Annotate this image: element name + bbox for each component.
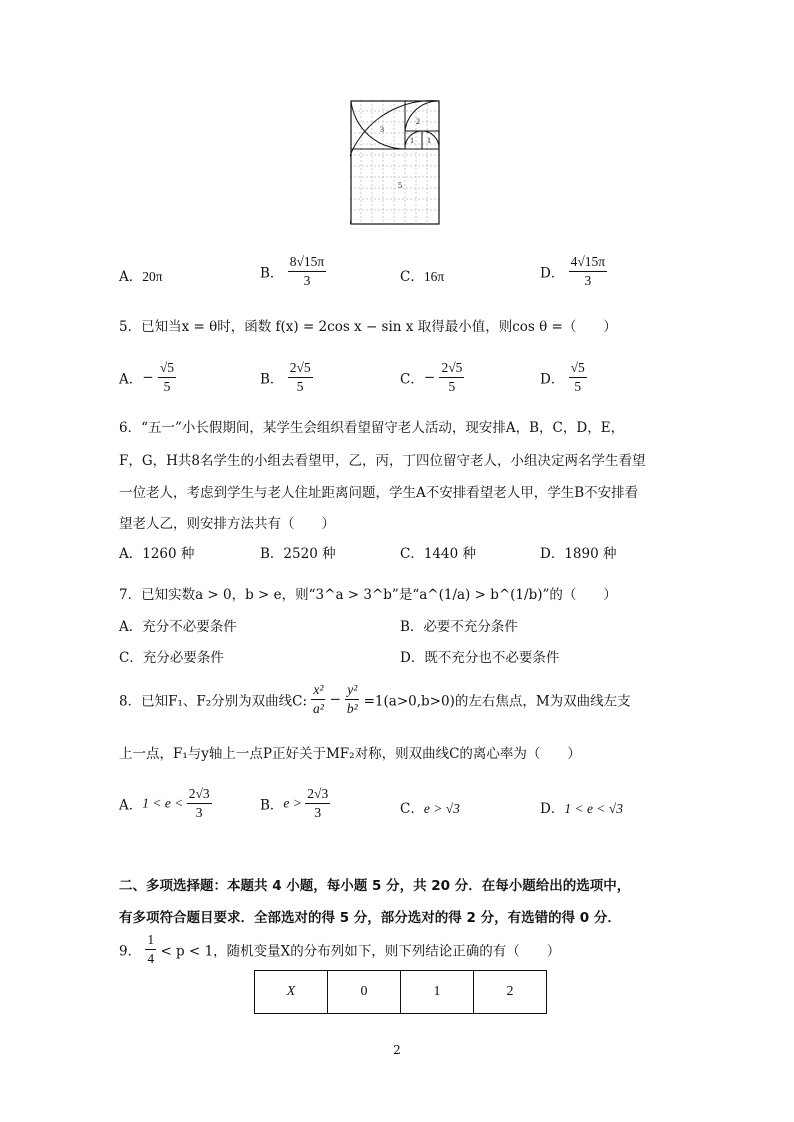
q8-option-b: B．e > $\frac{2√3}{3}$	[260, 786, 329, 820]
q5-stem: 5．已知当x = θ时，函数 f(x) = 2cos x − sin x 取得最小值，则cos θ =（ ）	[119, 319, 617, 335]
square-label-3: 3	[380, 125, 384, 134]
q4-option-a: A．20π	[119, 269, 163, 285]
square-label-5: 5	[398, 181, 402, 190]
q4-option-d: D． $\frac{4√15\pi}{3}$	[540, 254, 606, 288]
table-cell: 2	[474, 971, 547, 1014]
q4-option-b: B． $\frac{8√15\pi}{3}$	[260, 254, 325, 288]
q6-line-2: F，G，H共8名学生的小组去看望甲，乙，丙，丁四位留守老人，小组决定两名学生看望	[119, 453, 646, 469]
q5-option-b: B． $\frac{2√5}{5}$	[260, 360, 311, 394]
q7-option-b: B．必要不充分条件	[400, 619, 518, 635]
q6-option-d: D．1890 种	[540, 546, 617, 562]
q6-option-c: C．1440 种	[400, 546, 476, 562]
square-label-1a: 1	[410, 136, 414, 145]
table-cell: 1	[401, 971, 474, 1014]
q9-stem: 9． $\frac{1}{4}$ < p < 1，随机变量X的分布列如下，则下列结论正确的有（ ）	[119, 932, 561, 966]
page-number: 2	[393, 1043, 401, 1057]
q8-option-c: C．e > √3	[400, 801, 460, 817]
q8-option-a: A．1 < e < $\frac{2√3}{3}$	[119, 786, 210, 820]
q8-line-2: 上一点，F₁与y轴上一点P正好关于MF₂对称，则双曲线C的离心率为（ ）	[119, 746, 581, 762]
q7-option-c: C．充分必要条件	[119, 650, 224, 666]
q5-option-a: A．− $\frac{√5}{5}$	[119, 360, 175, 394]
q6-line-4: 望老人乙，则安排方法共有（ ）	[119, 516, 335, 532]
q8-option-d: D．1 < e < √3	[540, 801, 623, 817]
q7-stem: 7．已知实数a > 0，b > e，则“3^a > 3^b”是“a^(1/a) > b^(1/b)”的（ ）	[119, 587, 617, 603]
table-cell: 0	[328, 971, 401, 1014]
q7-option-d: D．既不充分也不必要条件	[400, 650, 560, 666]
table-row	[255, 971, 547, 1014]
q6-line-3: 一位老人，考虑到学生与老人住址距离问题，学生A不安排看望老人甲，学生B不安排看	[119, 485, 639, 501]
q9-distribution-table	[254, 970, 547, 1014]
q6-line-1: 6．“五一”小长假期间，某学生会组织看望留守老人活动，现安排A，B，C，D，E，	[119, 420, 625, 436]
q8-stem: 8．已知F₁、F₂分别为双曲线C: $\frac{\text{x²}}{\text{a²}}$ − $\frac{\text{y²}}{\text{b²}}$ =1(a>0,b>0)的左右焦点，M为双曲线左支	[119, 682, 631, 716]
table-cell: X	[255, 971, 328, 1014]
q7-option-a: A．充分不必要条件	[119, 619, 237, 635]
fibonacci-spiral-figure	[350, 100, 445, 230]
q5-option-d: D． $\frac{√5}{5}$	[540, 360, 585, 394]
q6-option-b: B．2520 种	[260, 546, 336, 562]
section-2-heading-line-1: 二、多项选择题：本题共 4 小题，每小题 5 分，共 20 分．在每小题给出的选项中，	[119, 878, 631, 894]
q5-option-c: C．− $\frac{2√5}{5}$	[400, 360, 463, 394]
square-label-1b: 1	[427, 136, 431, 145]
square-label-2: 2	[416, 117, 420, 126]
q4-option-c: C．16π	[400, 269, 445, 285]
section-2-heading-line-2: 有多项符合题目要求．全部选对的得 5 分，部分选对的得 2 分，有选错的得 0 分．	[119, 910, 621, 926]
q6-option-a: A．1260 种	[119, 546, 195, 562]
